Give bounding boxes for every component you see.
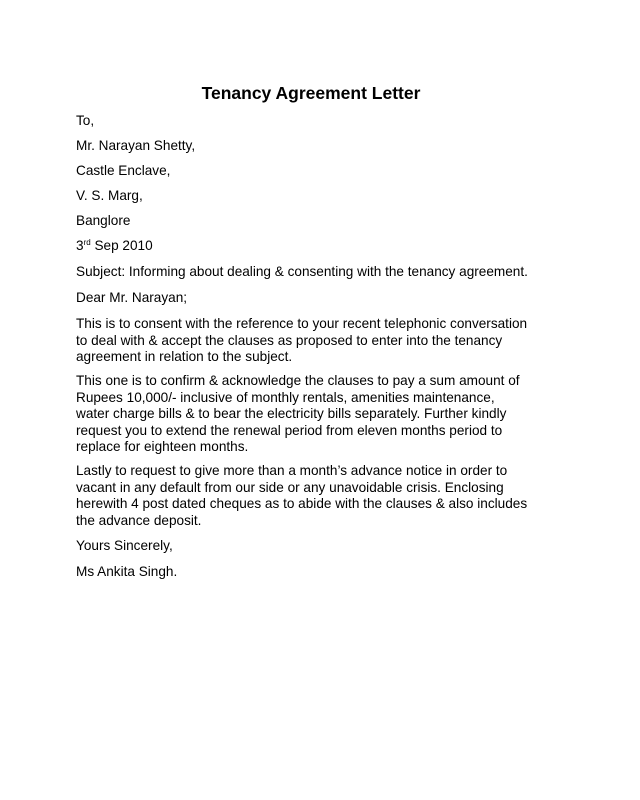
paragraph-line: replace for eighteen months.	[76, 439, 249, 454]
paragraph-line: to deal with & accept the clauses as proposed to enter into the tenancy	[76, 332, 503, 348]
paragraph-line: This is to consent with the reference to your recent telephonic conversation	[76, 316, 528, 331]
salutation: Dear Mr. Narayan;	[76, 290, 188, 305]
closing: Yours Sincerely,	[76, 538, 173, 553]
paragraph-line: herewith 4 post dated cheques as to abide with the clauses & also includes	[76, 496, 528, 511]
date-day: 3	[76, 238, 84, 253]
subject-line: Subject: Informing about dealing & consenting with the tenancy agreement.	[76, 264, 528, 279]
paragraph-line: vacant in any default from our side or any unavoidable crisis. Enclosing	[76, 479, 504, 495]
recipient-city: Banglore	[76, 213, 131, 228]
body-paragraph-1	[76, 316, 556, 366]
paragraph-line: request you to extend the renewal period from eleven months period to	[76, 422, 503, 438]
recipient-to: To,	[76, 113, 95, 128]
date-suffix: rd	[83, 238, 91, 247]
recipient-address-line-1: Castle Enclave,	[76, 163, 171, 178]
letter-date	[76, 238, 153, 254]
recipient-address-line-2: V. S. Marg,	[76, 188, 143, 203]
body-paragraph-2	[76, 373, 556, 456]
paragraph-line: Rupees 10,000/- inclusive of monthly rentals, amenities maintenance,	[76, 389, 495, 405]
paragraph-line: Lastly to request to give more than a month’s advance notice in order to	[76, 463, 508, 478]
paragraph-line: water charge bills & to bear the electricity bills separately. Further kindly	[76, 406, 507, 421]
recipient-name: Mr. Narayan Shetty,	[76, 138, 196, 153]
signature: Ms Ankita Singh.	[76, 564, 178, 579]
date-rest: Sep 2010	[90, 238, 153, 253]
body-paragraph-3	[76, 463, 556, 529]
paragraph-line: the advance deposit.	[76, 512, 202, 528]
paragraph-line: This one is to confirm & acknowledge the clauses to pay a sum amount of	[76, 373, 520, 388]
paragraph-line: agreement in relation to the subject.	[76, 349, 293, 364]
document-title: Tenancy Agreement Letter	[201, 83, 421, 103]
